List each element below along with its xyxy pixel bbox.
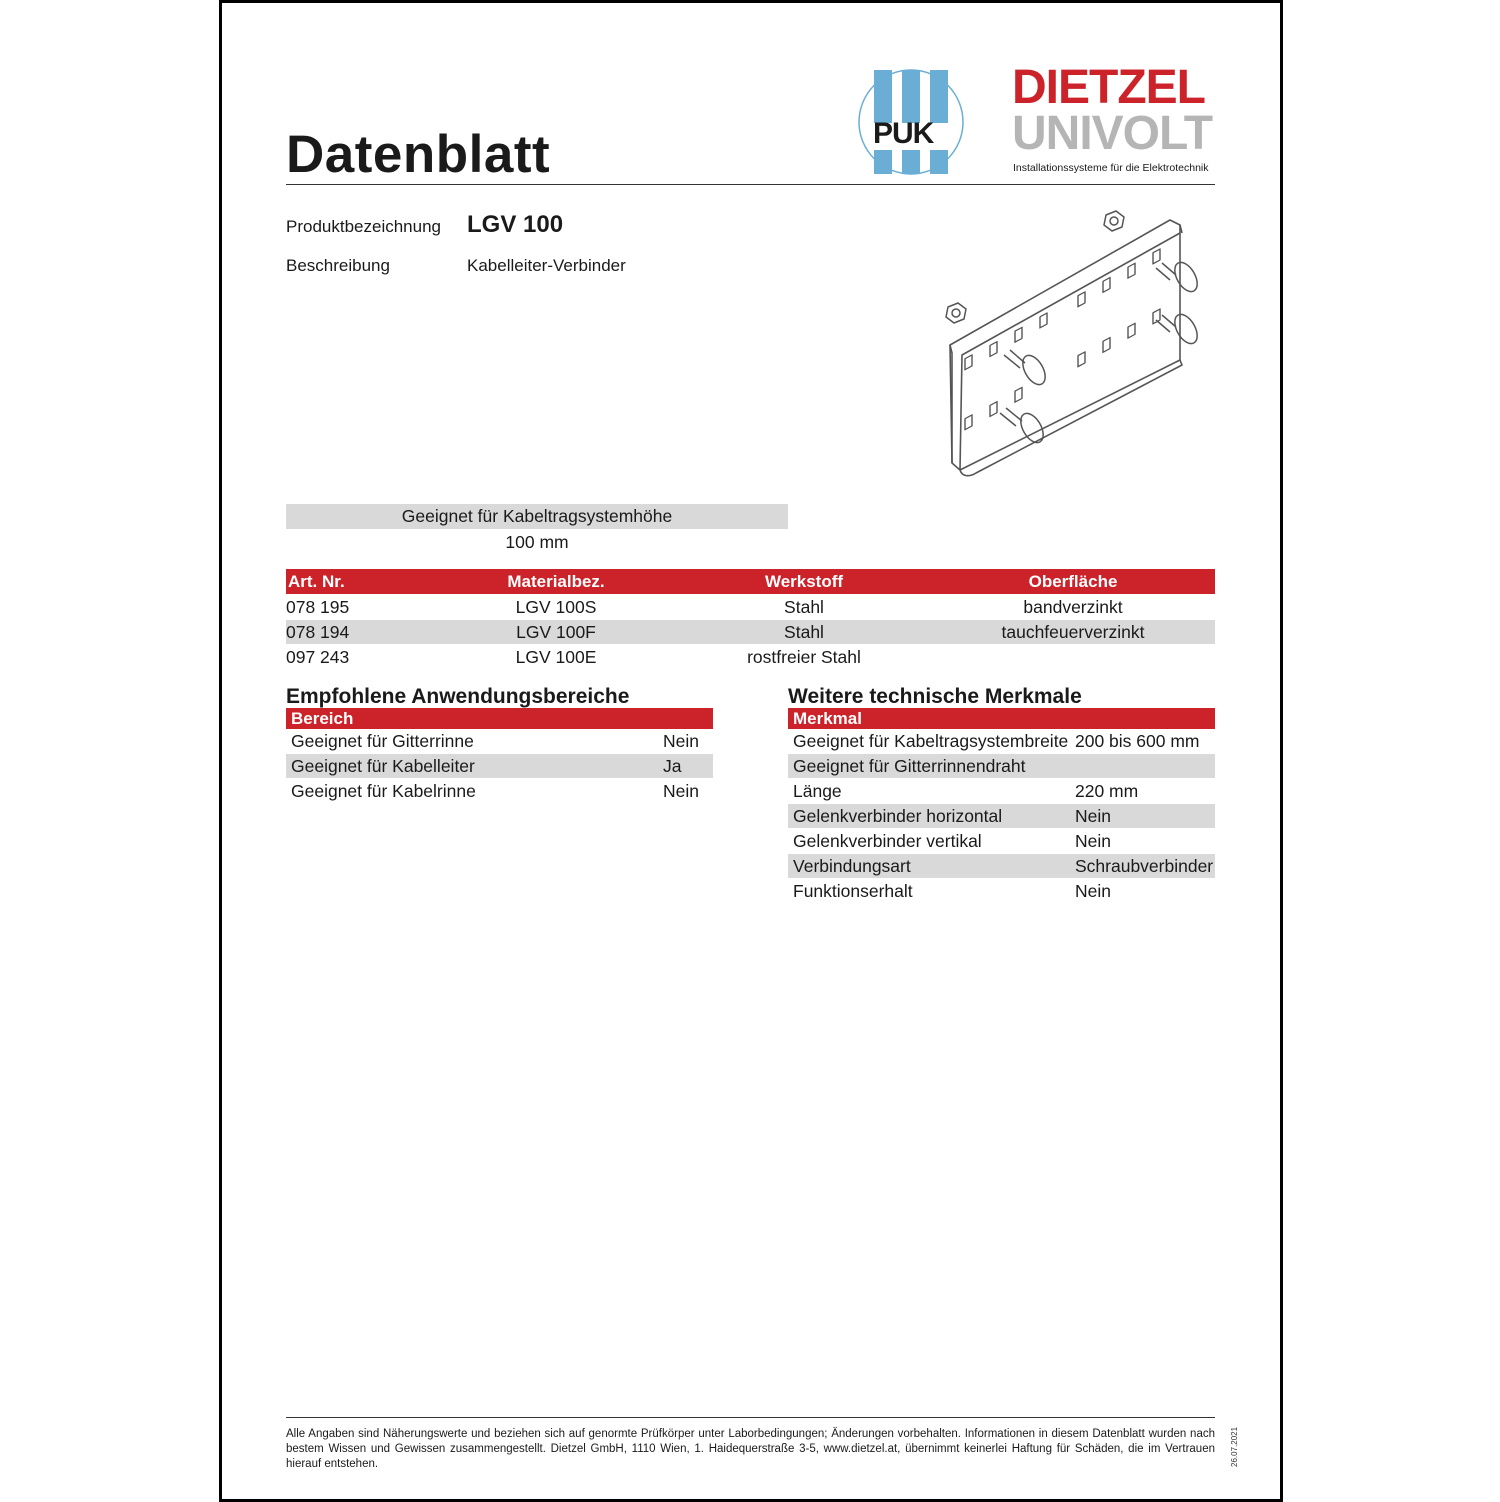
puk-logo-text: PUK xyxy=(873,117,934,150)
connector-illustration xyxy=(940,205,1220,480)
header-divider xyxy=(286,184,1215,185)
document-date: 26.07.2021 xyxy=(1230,1426,1239,1467)
oberflaeche-cell: tauchfeuerverzinkt xyxy=(1001,622,1145,642)
brand-name-univolt: UNIVOLT xyxy=(1012,107,1213,160)
werkstoff-cell: rostfreier Stahl xyxy=(747,647,861,667)
table-row xyxy=(788,729,1215,753)
merkmal-cell: Geeignet für Gitterrinnendraht xyxy=(793,756,1026,776)
werkstoff-cell: Stahl xyxy=(784,597,824,617)
table-row xyxy=(788,854,1215,878)
product-name-label: Produktbezeichnung xyxy=(286,217,442,236)
height-suitability-value: 100 mm xyxy=(505,532,569,552)
applications-table-header xyxy=(286,708,713,729)
merkmal-value-cell: Nein xyxy=(1075,806,1111,826)
werkstoff-cell: Stahl xyxy=(784,622,824,642)
column-header-werkstoff: Werkstoff xyxy=(764,572,844,591)
table-row xyxy=(788,754,1215,778)
merkmal-cell: Geeignet für Kabeltragsystembreite xyxy=(793,731,1069,751)
merkmal-value-cell: Nein xyxy=(1075,831,1111,851)
applications-title: Empfohlene Anwendungsbereiche xyxy=(286,685,630,708)
merkmal-value-cell: 220 mm xyxy=(1075,781,1139,801)
table-row xyxy=(286,729,713,753)
art-nr-cell: 078 195 xyxy=(286,597,350,617)
table-row xyxy=(286,645,1215,669)
brand-name-dietzel: DIETZEL xyxy=(1012,61,1205,114)
material-cell: LGV 100S xyxy=(515,597,597,617)
table-row xyxy=(788,829,1215,853)
merkmal-cell: Verbindungsart xyxy=(793,856,911,876)
art-nr-cell: 097 243 xyxy=(286,647,350,667)
material-cell: LGV 100E xyxy=(515,647,597,667)
merkmal-value-cell: Nein xyxy=(1075,881,1111,901)
articles-table-header xyxy=(286,569,1215,594)
merkmal-value-cell: Schraubverbinder xyxy=(1075,856,1214,876)
column-header-bereich: Bereich xyxy=(291,709,354,728)
merkmal-cell: Funktionserhalt xyxy=(793,881,913,901)
merkmal-cell: Gelenkverbinder horizontal xyxy=(793,806,1003,826)
oberflaeche-cell: bandverzinkt xyxy=(1023,597,1123,617)
bereich-cell: Geeignet für Kabelleiter xyxy=(291,756,475,776)
merkmal-cell: Länge xyxy=(793,781,842,801)
brand-tagline: Installationssysteme für die Elektrotechnik xyxy=(1013,162,1209,174)
table-row xyxy=(286,779,713,803)
bereich-cell: Geeignet für Kabelrinne xyxy=(291,781,476,801)
table-row xyxy=(788,879,1215,903)
bereich-cell: Geeignet für Gitterrinne xyxy=(291,731,474,751)
height-suitability-header: Geeignet für Kabeltragsystemhöhe xyxy=(286,504,788,529)
product-name-value: LGV 100 xyxy=(467,211,564,238)
product-desc-label: Beschreibung xyxy=(286,256,390,275)
bereich-value-cell: Ja xyxy=(663,756,682,776)
table-row xyxy=(286,620,1215,644)
art-nr-cell: 078 194 xyxy=(286,622,350,642)
column-header-art-nr: Art. Nr. xyxy=(288,572,345,591)
table-row xyxy=(788,804,1215,828)
footer-disclaimer: Alle Angaben sind Näherungswerte und beziehen sich auf genormte Prüfkörper unter Laborbedingungen; Änderungen vorbehalten. Informationen in diesem Datenblatt wurden nach bestem Wissen und Gewissen zusammengestellt. Dietzel GmbH, 1110 Wien, 1. Haidequerstraße 3-5, www.dietzel.at, übernimmt keinerlei Haftung für Schäden, die im Vertrauen hierauf entstehen. xyxy=(286,1428,1215,1470)
features-table-header xyxy=(788,708,1215,729)
bereich-value-cell: Nein xyxy=(663,731,699,751)
product-desc-value: Kabelleiter-Verbinder xyxy=(467,256,626,275)
column-header-oberflaeche: Oberfläche xyxy=(1028,572,1118,591)
table-row xyxy=(286,595,1215,619)
page-title: Datenblatt xyxy=(286,125,551,184)
footer-divider xyxy=(286,1417,1215,1418)
column-header-material: Materialbez. xyxy=(507,572,605,591)
merkmal-value-cell: 200 bis 600 mm xyxy=(1075,731,1200,751)
table-row xyxy=(788,779,1215,803)
features-title: Weitere technische Merkmale xyxy=(788,685,1082,708)
material-cell: LGV 100F xyxy=(516,622,596,642)
merkmal-cell: Gelenkverbinder vertikal xyxy=(793,831,982,851)
column-header-merkmal: Merkmal xyxy=(793,709,862,728)
table-row xyxy=(286,754,713,778)
bereich-value-cell: Nein xyxy=(663,781,699,801)
